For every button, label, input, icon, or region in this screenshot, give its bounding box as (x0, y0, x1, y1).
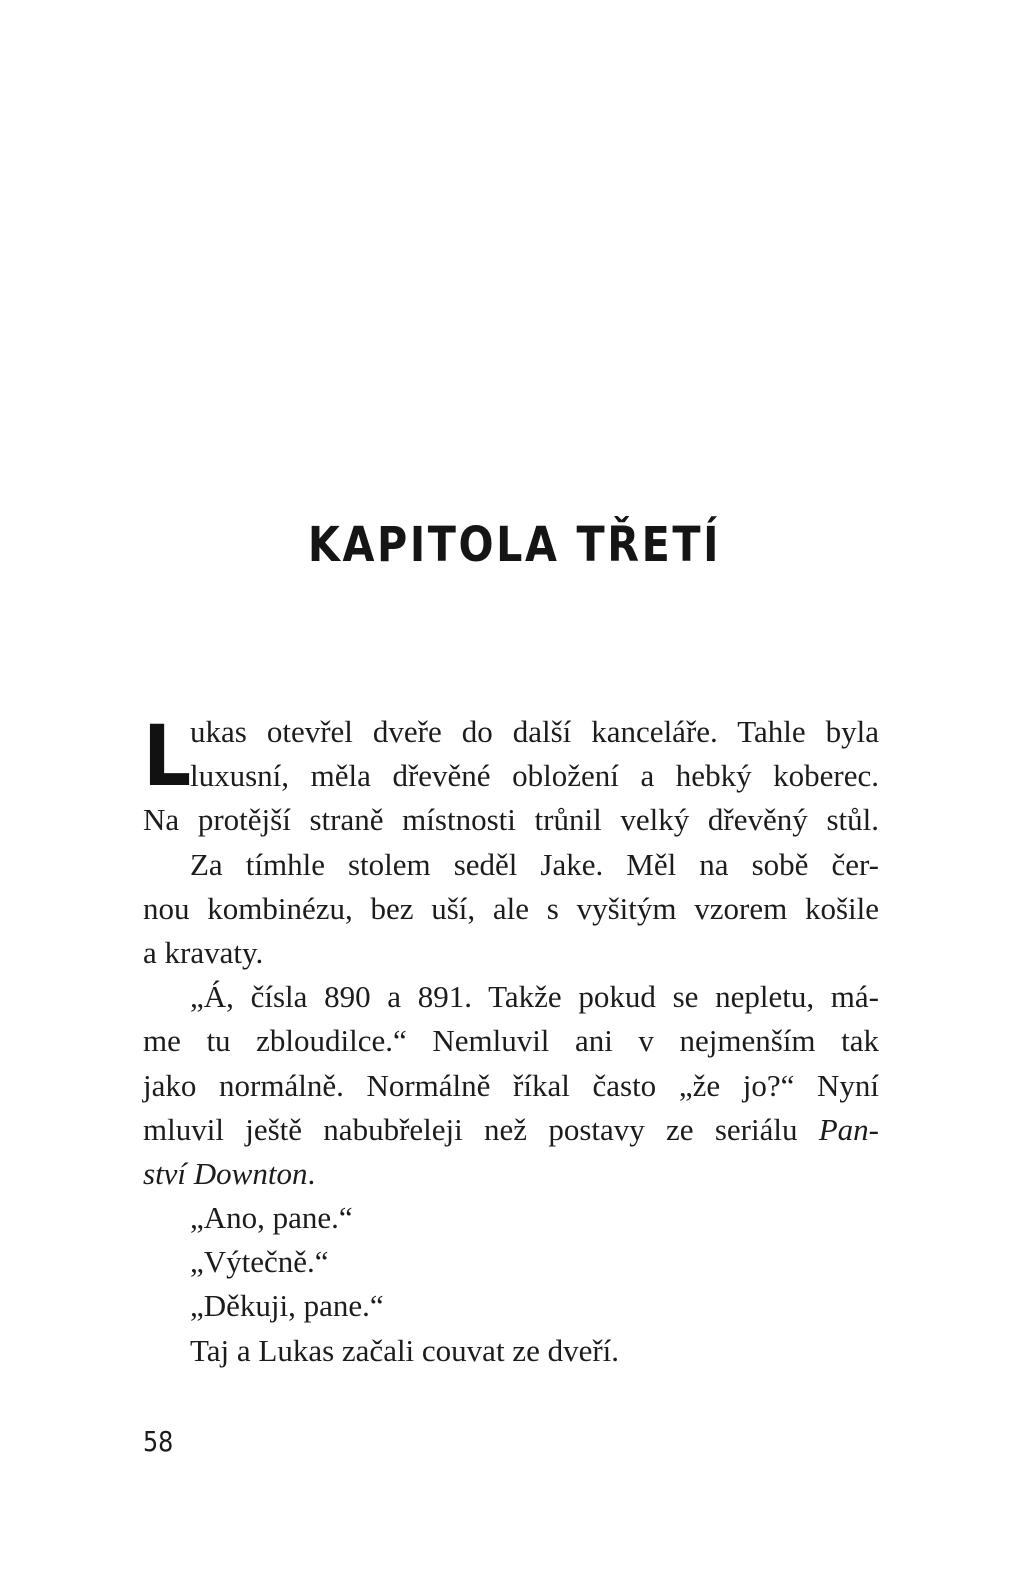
text-line: jako normálně. Normálně říkal často „že jo?“ Nyní (143, 1067, 879, 1103)
text-line (143, 1152, 879, 1196)
text-line: a kravaty. (143, 934, 264, 970)
dialogue-line: „Děkuji, pane.“ (190, 1288, 384, 1324)
drop-cap: L (143, 707, 192, 805)
text-segment: . (307, 1155, 316, 1191)
body-text (143, 707, 879, 1373)
dialogue-line: „Výtečně.“ (190, 1244, 329, 1280)
page-number: 58 (143, 1425, 174, 1458)
text-line: „Á, čísla 890 a 891. Takže pokud se nepletu, má- (190, 979, 879, 1015)
text-line: Taj a Lukas začali couvat ze dveří. (190, 1332, 620, 1368)
italic-title-segment: Pan- (818, 1111, 879, 1147)
text-line: luxusní, měla dřevěné obložení a hebký koberec. (190, 758, 879, 794)
text-line: me tu zbloudilce.“ Nemluvil ani v nejmenším tak (143, 1023, 879, 1059)
dialogue-line: „Ano, pane.“ (190, 1200, 353, 1236)
italic-title-segment: ství Downton (143, 1155, 308, 1191)
text-line (143, 1108, 879, 1152)
text-line: Za tímhle stolem seděl Jake. Měl na sobě čer- (190, 846, 879, 882)
text-segment: mluvil ještě nabubřeleji než postavy ze seriálu (143, 1111, 798, 1147)
text-line: Na protější straně místnosti trůnil velký dřevěný stůl. (143, 802, 879, 838)
text-line: nou kombinézu, bez uší, ale s vyšitým vzorem košile (143, 890, 879, 926)
text-line: ukas otevřel dveře do další kanceláře. Tahle byla (190, 714, 879, 749)
chapter-title: KAPITOLA TŘETÍ (307, 517, 722, 573)
